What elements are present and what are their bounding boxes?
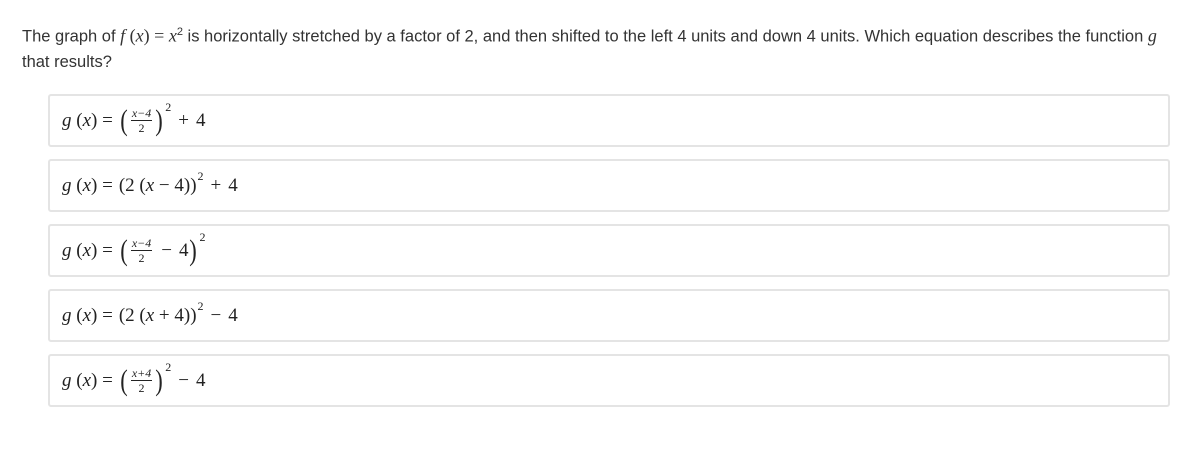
constant: 4 — [195, 109, 206, 131]
lhs-g: g — [62, 174, 72, 196]
lhs-x: x — [82, 369, 92, 391]
exponent: 2 — [199, 230, 206, 244]
option-1-equation — [62, 100, 206, 137]
fraction-denominator: 2 — [138, 121, 145, 135]
exponent: 2 — [165, 100, 172, 114]
f-close-paren: ) = — [143, 25, 169, 46]
right-paren: ) — [189, 233, 198, 267]
lhs-close: ) = — [91, 109, 113, 131]
operator: − — [178, 369, 189, 391]
option-4-equation — [62, 299, 238, 327]
option-3-equation — [62, 230, 206, 267]
left-paren: ( — [120, 233, 128, 267]
operator: + — [178, 109, 189, 131]
constant: 4 — [228, 304, 238, 326]
lhs-x: x — [82, 174, 92, 196]
inner-constant: 4 — [178, 239, 189, 261]
lhs-close: ) = — [91, 369, 113, 391]
lhs-close: ) = — [91, 239, 113, 261]
lhs-g: g — [62, 239, 72, 261]
fraction-denominator: 2 — [138, 381, 145, 395]
fraction — [131, 367, 152, 394]
right-paren: ) — [155, 103, 163, 137]
inner-operator: − — [161, 239, 172, 261]
f-exponent: 2 — [176, 26, 183, 38]
question-body: is horizontally stretched by a factor of 2, and then shifted to the left 4 units and down 4 units. Which equation describes the function — [182, 27, 1148, 46]
lhs-x: x — [82, 109, 92, 131]
answer-option-1[interactable] — [48, 94, 1170, 147]
operator: + — [210, 174, 222, 196]
lhs-g: g — [62, 369, 72, 391]
f-base: x — [168, 25, 177, 46]
lhs-close: ) = — [91, 304, 113, 326]
operator: − — [210, 304, 222, 326]
fraction — [131, 237, 152, 264]
body-x: x — [145, 174, 155, 196]
lhs-close: ) = — [91, 174, 113, 196]
right-paren: ) — [155, 363, 163, 397]
question-intro: The graph of — [22, 27, 116, 46]
constant: 4 — [195, 369, 206, 391]
function-g: g — [1147, 25, 1157, 46]
answer-option-2[interactable] — [48, 159, 1170, 212]
body-open: (2 ( — [118, 304, 146, 326]
left-paren: ( — [120, 103, 128, 137]
fraction — [131, 107, 152, 134]
lhs-g: g — [62, 304, 72, 326]
lhs-open: ( — [71, 369, 83, 391]
left-paren: ( — [120, 363, 128, 397]
lhs-open: ( — [71, 239, 83, 261]
body-mid: − 4)) — [154, 174, 197, 196]
lhs-open: ( — [71, 304, 83, 326]
function-f: f — [120, 25, 126, 46]
lhs-x: x — [82, 239, 92, 261]
lhs-open: ( — [71, 109, 83, 131]
lhs-open: ( — [71, 174, 83, 196]
answer-option-4[interactable] — [48, 289, 1170, 342]
body-x: x — [145, 304, 155, 326]
answer-option-3[interactable] — [48, 224, 1170, 277]
f-variable: x — [135, 25, 144, 46]
fraction-numerator: x+4 — [131, 366, 152, 380]
fraction-numerator: x−4 — [131, 106, 152, 120]
body-open: (2 ( — [118, 174, 146, 196]
option-5-equation — [62, 360, 206, 397]
body-mid: + 4)) — [154, 304, 197, 326]
question-end: that results? — [22, 52, 112, 71]
f-open-paren: ( — [125, 25, 136, 46]
question-text — [22, 20, 1182, 75]
fraction-numerator: x−4 — [131, 236, 152, 250]
fraction-denominator: 2 — [138, 251, 145, 265]
answer-options — [48, 94, 1170, 419]
lhs-x: x — [82, 304, 92, 326]
constant: 4 — [228, 174, 238, 196]
lhs-g: g — [62, 109, 72, 131]
exponent: 2 — [197, 169, 204, 183]
option-2-equation — [62, 169, 238, 197]
exponent: 2 — [165, 360, 172, 374]
answer-option-5[interactable] — [48, 354, 1170, 407]
exponent: 2 — [197, 299, 204, 313]
